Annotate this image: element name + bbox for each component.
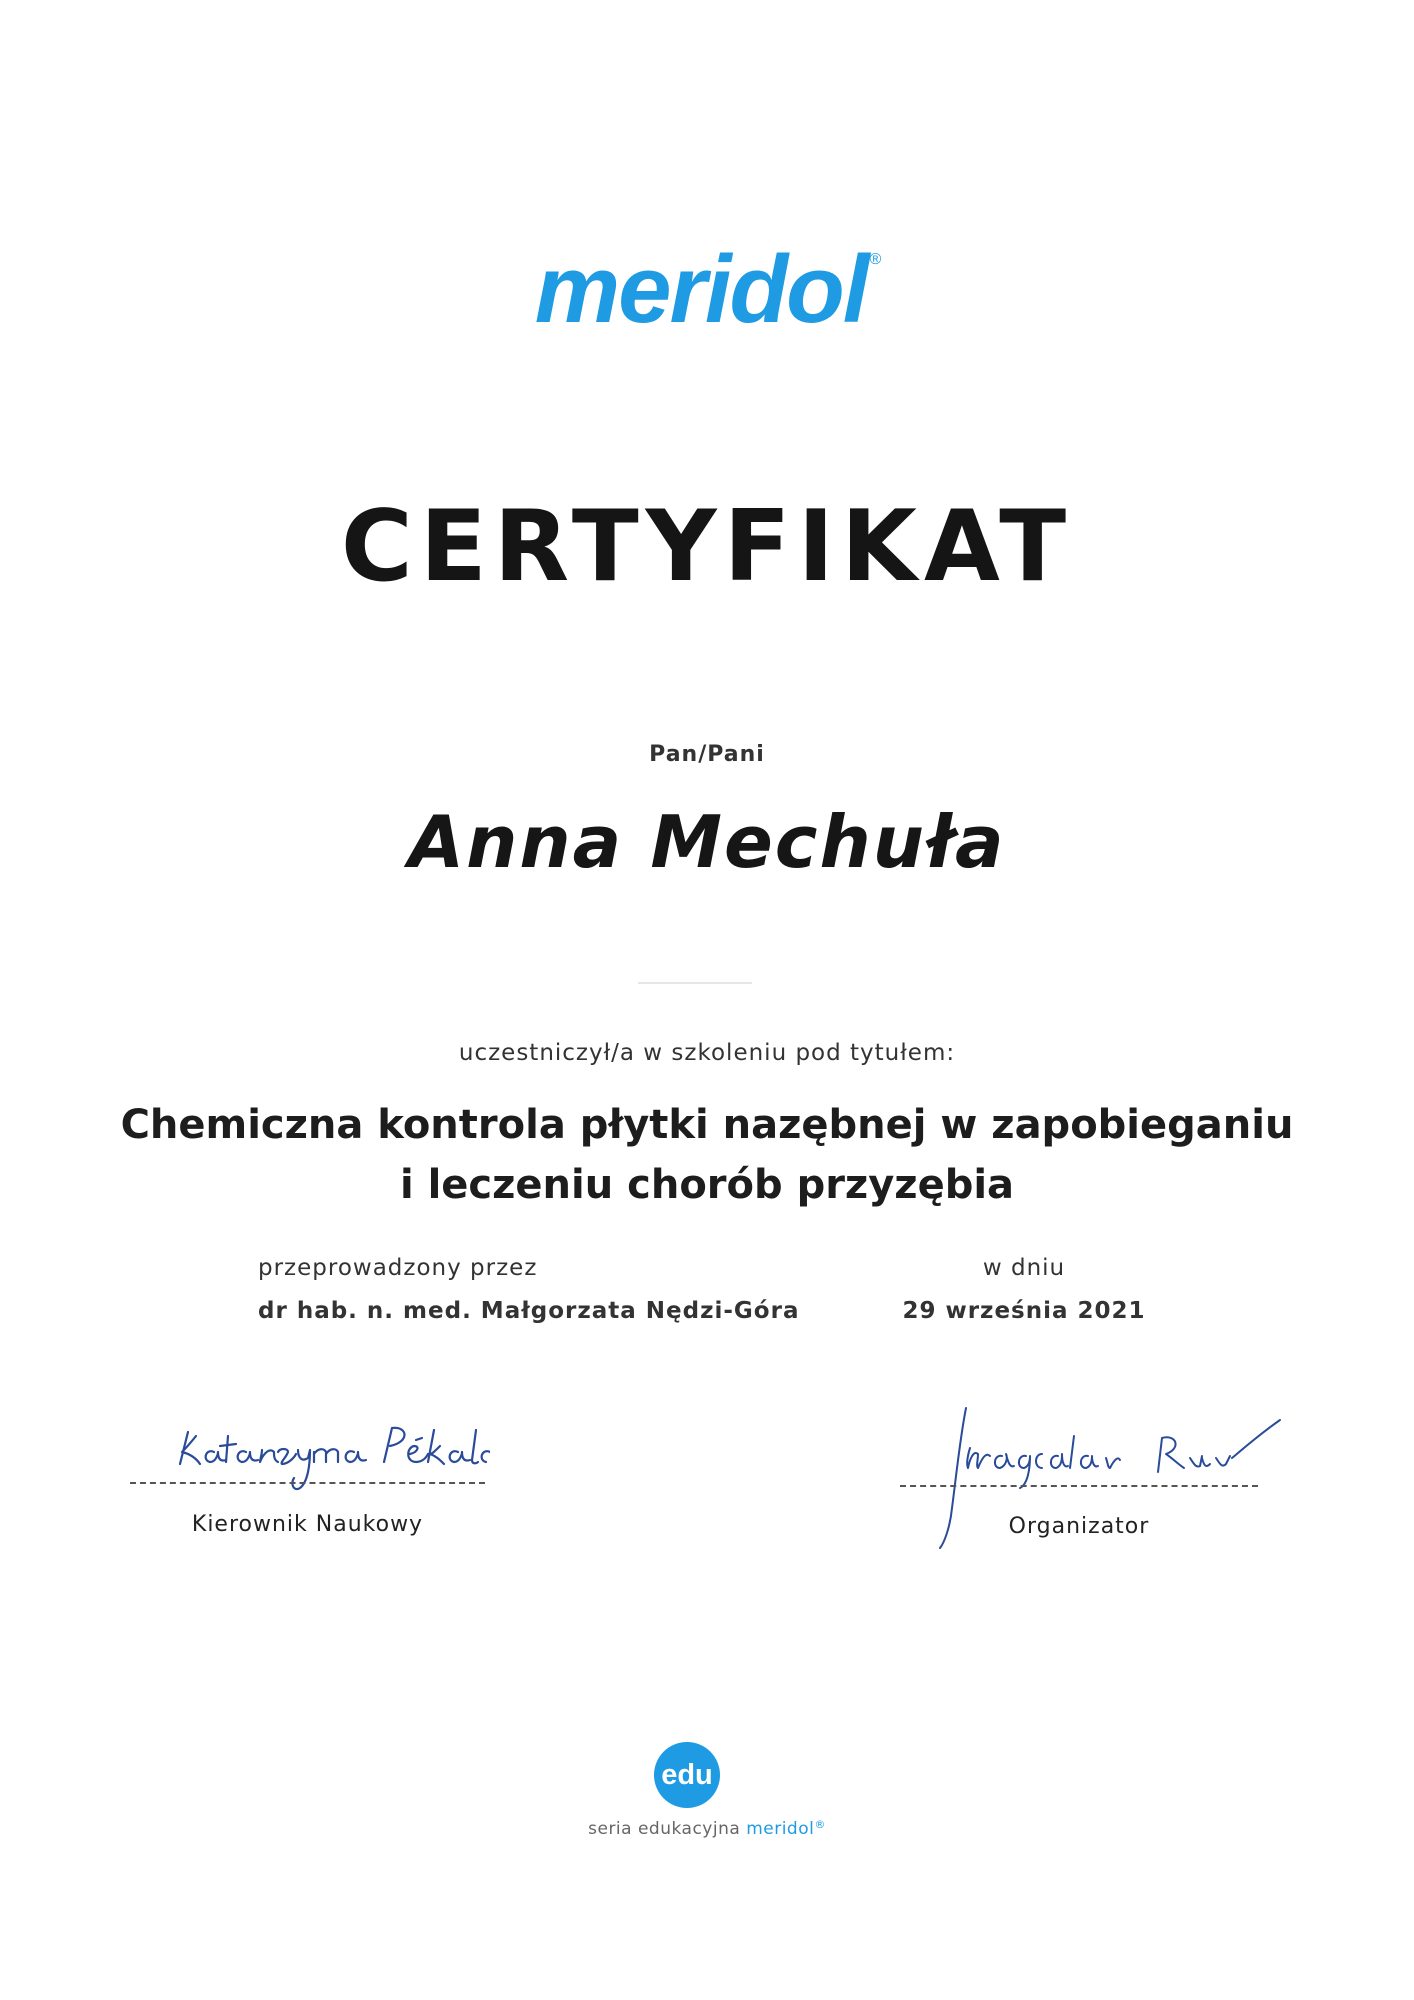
signature-caption-left: Kierownik Naukowy [191, 1512, 424, 1537]
salutation: Pan/Pani [649, 742, 765, 767]
divider [638, 982, 752, 984]
series-footer [0, 1818, 1414, 1839]
registered-mark: ® [869, 251, 880, 268]
date-value: 29 września 2021 [902, 1298, 1146, 1324]
course-title: Chemiczna kontrola płytki nazębnej w zapobieganiu i leczeniu chorób przyzębia [120, 1102, 1294, 1208]
logo-text: meridol [534, 236, 868, 343]
signature-line-left [130, 1482, 485, 1484]
series-brand: meridol [746, 1819, 815, 1839]
conducted-by-label: przeprowadzony przez [258, 1255, 538, 1281]
edu-badge-icon: edu [654, 1742, 720, 1808]
participation-statement: uczestniczył/a w szkoleniu pod tytułem: [458, 1040, 956, 1066]
date-label: w dniu [982, 1255, 1066, 1281]
signature-line-right [900, 1485, 1258, 1487]
series-mark: ® [814, 1818, 826, 1831]
signature-left [170, 1402, 490, 1512]
signature-caption-right: Organizator [1008, 1514, 1150, 1539]
series-text: seria edukacyjna [588, 1819, 741, 1839]
meridol-logo [0, 235, 1414, 345]
recipient-name: Anna Mechuła [408, 800, 1006, 884]
certificate-title: CERTYFIKAT [340, 490, 1074, 604]
conducted-by-value: dr hab. n. med. Małgorzata Nędzi-Góra [258, 1298, 800, 1324]
